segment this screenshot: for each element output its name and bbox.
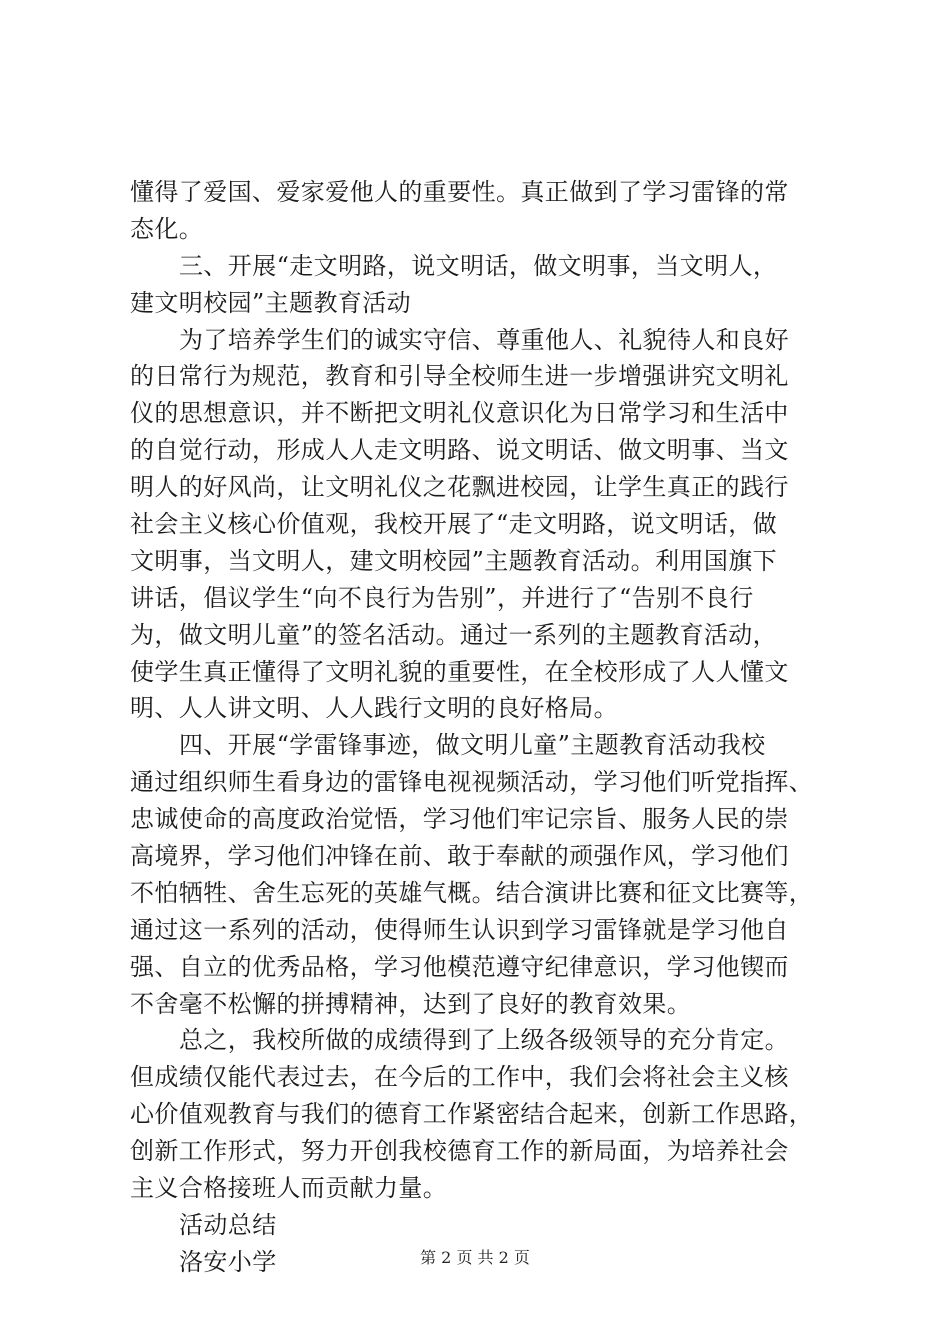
text-line: 态化。 [130, 214, 204, 243]
text-line: 建文明校园”主题教育活动 [130, 288, 412, 317]
text-line: 不怕牺牲、舍生忘死的英雄气概。结合演讲比赛和征文比赛等， [130, 878, 814, 907]
text-line: 心价值观教育与我们的德育工作紧密结合起来，创新工作思路， [130, 1100, 814, 1129]
text-line: 明、人人讲文明、人人践行文明的良好格局。 [130, 694, 618, 723]
text-line: 不舍毫不松懈的拼搏精神，达到了良好的教育效果。 [130, 989, 692, 1018]
text-line: 社会主义核心价值观，我校开展了“走文明路，说文明话，做 [130, 510, 778, 539]
text-line: 三、开展“走文明路，说文明话，做文明事，当文明人， [179, 251, 778, 280]
text-line: 主义合格接班人而贡献力量。 [130, 1174, 448, 1203]
text-line: 洛安小学 [179, 1247, 277, 1276]
text-line: 为了培养学生们的诚实守信、尊重他人、礼貌待人和良好 [179, 325, 789, 354]
text-line: 强、自立的优秀品格，学习他模范遵守纪律意识，学习他锲而 [130, 952, 789, 981]
text-line: 活动总结 [179, 1210, 277, 1239]
text-line: 仪的思想意识，并不断把文明礼仪意识化为日常学习和生活中 [130, 399, 789, 428]
text-line: 为，做文明儿童”的签名活动。通过一系列的主题教育活动， [130, 620, 778, 649]
text-line: 文明事，当文明人，建文明校园”主题教育活动。利用国旗下 [130, 546, 778, 575]
text-line: 但成绩仅能代表过去，在今后的工作中，我们会将社会主义核 [130, 1063, 789, 1092]
text-line: 通过这一系列的活动，使得师生认识到学习雷锋就是学习他自 [130, 915, 789, 944]
text-line: 明人的好风尚，让文明礼仪之花飘进校园，让学生真正的践行 [130, 473, 789, 502]
text-line: 总之，我校所做的成绩得到了上级各级领导的充分肯定。 [179, 1026, 789, 1055]
text-line: 忠诚使命的高度政治觉悟，学习他们牢记宗旨、服务人民的崇 [130, 805, 789, 834]
text-line: 懂得了爱国、爱家爱他人的重要性。真正做到了学习雷锋的常 [130, 178, 789, 206]
text-line: 高境界，学习他们冲锋在前、敢于奉献的顽强作风，学习他们 [130, 842, 789, 871]
page-footer: 第 2 页 共 2 页 [420, 1248, 530, 1267]
text-line: 创新工作形式，努力开创我校德育工作的新局面，为培养社会 [130, 1137, 789, 1166]
text-line: 的自觉行动，形成人人走文明路、说文明话、做文明事、当文 [130, 436, 789, 465]
text-line: 使学生真正懂得了文明礼貌的重要性，在全校形成了人人懂文 [130, 657, 789, 686]
document-body [130, 174, 830, 1281]
text-line: 通过组织师生看身边的雷锋电视视频活动，学习他们听党指挥、 [130, 768, 814, 797]
text-line: 讲话，倡议学生“向不良行为告别”，并进行了“告别不良行 [130, 583, 754, 612]
text-line: 四、开展“学雷锋事迹，做文明儿童”主题教育活动我校 [179, 731, 766, 760]
text-line: 的日常行为规范，教育和引导全校师生进一步增强讲究文明礼 [130, 362, 789, 391]
